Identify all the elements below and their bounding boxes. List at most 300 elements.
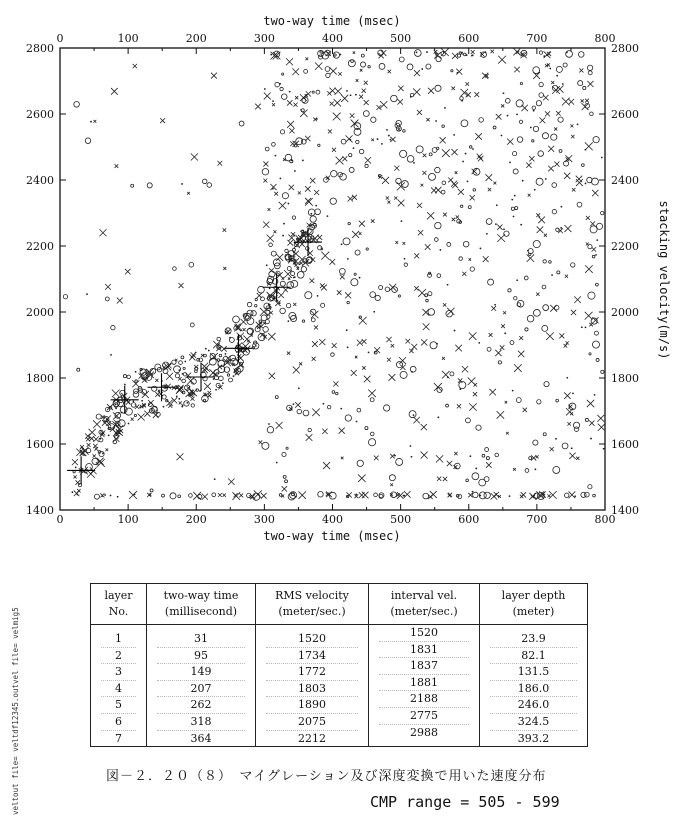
- semblance-circle: [86, 448, 90, 452]
- axis-ticks: [26, 32, 639, 526]
- semblance-circle: [539, 93, 544, 98]
- semblance-cross: [287, 100, 292, 105]
- semblance-circle: [326, 73, 330, 77]
- semblance-circle: [396, 458, 403, 465]
- semblance-dot: [584, 149, 586, 151]
- y-tick-label-right: 2200: [611, 240, 639, 253]
- semblance-cross: [493, 182, 496, 185]
- semblance-cross: [475, 133, 482, 140]
- semblance-cross: [387, 358, 391, 362]
- semblance-circle: [592, 341, 599, 348]
- semblance-dot: [141, 400, 143, 402]
- semblance-cross: [380, 101, 387, 108]
- semblance-circle: [363, 111, 369, 117]
- semblance-circle: [470, 267, 474, 271]
- semblance-dot: [549, 68, 551, 70]
- semblance-circle: [385, 287, 390, 292]
- semblance-cross: [352, 195, 357, 200]
- semblance-circle: [365, 164, 368, 167]
- twt-cell: 95: [157, 648, 245, 665]
- semblance-cross: [93, 420, 101, 428]
- semblance-circle: [327, 405, 331, 409]
- y-tick-label-left: 2400: [26, 174, 54, 187]
- semblance-circle: [262, 442, 269, 449]
- semblance-circle: [552, 85, 557, 90]
- semblance-circle: [315, 209, 321, 215]
- semblance-circle: [515, 206, 518, 209]
- depth-cell: 324.5: [490, 714, 577, 731]
- semblance-circle: [189, 262, 194, 267]
- scatter-points: [63, 48, 605, 500]
- semblance-circle: [399, 57, 404, 62]
- semblance-circle: [549, 261, 552, 264]
- semblance-circle: [479, 118, 484, 123]
- semblance-cross: [474, 92, 479, 97]
- semblance-cross: [423, 153, 427, 157]
- semblance-circle: [429, 153, 432, 156]
- semblance-circle: [225, 328, 231, 334]
- semblance-cross: [488, 188, 491, 191]
- semblance-dot: [416, 51, 418, 53]
- semblance-circle: [577, 202, 582, 207]
- header-layer-depth: [480, 584, 588, 625]
- x-tick-label-bottom: 600: [458, 513, 480, 526]
- semblance-cross: [489, 333, 493, 337]
- semblance-circle: [430, 342, 437, 349]
- semblance-cross: [586, 216, 590, 220]
- semblance-dot: [475, 468, 477, 470]
- semblance-cross: [268, 333, 275, 340]
- semblance-dot: [327, 215, 329, 217]
- rms-cell: 1772: [266, 664, 358, 681]
- semblance-circle: [331, 353, 335, 357]
- semblance-cross: [447, 461, 452, 466]
- semblance-circle: [285, 480, 288, 483]
- semblance-circle: [190, 323, 194, 327]
- semblance-dot: [572, 392, 574, 394]
- semblance-cross: [241, 319, 247, 325]
- semblance-circle: [582, 164, 585, 167]
- semblance-cross: [269, 373, 275, 379]
- semblance-circle: [593, 494, 596, 497]
- semblance-cross: [237, 354, 241, 358]
- semblance-cross: [278, 292, 284, 298]
- semblance-cross: [272, 103, 275, 106]
- semblance-dot: [208, 350, 210, 352]
- semblance-dot: [462, 161, 464, 163]
- semblance-dot: [530, 127, 532, 129]
- semblance-cross: [342, 156, 347, 161]
- semblance-circle: [407, 156, 414, 163]
- semblance-dot: [110, 354, 112, 356]
- x-tick-label-bottom: 300: [253, 513, 275, 526]
- semblance-cross: [443, 303, 446, 306]
- cmp-range: CMP range = 505 - 599: [370, 793, 560, 811]
- semblance-cross: [228, 478, 234, 484]
- semblance-cross: [298, 191, 301, 194]
- semblance-dot: [551, 274, 553, 276]
- semblance-circle: [486, 219, 492, 225]
- semblance-dot: [276, 462, 278, 464]
- semblance-cross: [189, 354, 195, 360]
- semblance-dot: [181, 406, 183, 408]
- semblance-cross: [211, 73, 217, 79]
- semblance-dot: [359, 277, 361, 279]
- semblance-cross: [178, 283, 183, 288]
- semblance-cross: [295, 96, 298, 99]
- semblance-cross: [411, 344, 417, 350]
- semblance-circle: [396, 126, 401, 131]
- semblance-cross: [286, 58, 293, 65]
- semblance-dot: [86, 293, 88, 295]
- semblance-cross: [548, 146, 554, 152]
- semblance-circle: [162, 395, 166, 399]
- semblance-dot: [435, 120, 437, 122]
- semblance-dot: [269, 304, 271, 306]
- semblance-cross: [388, 70, 391, 73]
- semblance-circle: [135, 380, 137, 382]
- semblance-circle: [596, 358, 599, 361]
- semblance-cross: [223, 228, 227, 232]
- semblance-cross: [589, 323, 593, 327]
- semblance-circle: [410, 366, 416, 372]
- semblance-cross: [486, 462, 492, 468]
- semblance-dot: [84, 451, 86, 453]
- semblance-circle: [473, 492, 478, 497]
- semblance-circle: [562, 443, 568, 449]
- semblance-dot: [545, 178, 547, 180]
- semblance-cross: [72, 459, 78, 465]
- semblance-cross: [546, 332, 554, 340]
- semblance-cross: [423, 323, 430, 330]
- semblance-cross: [312, 357, 316, 361]
- semblance-cross: [468, 493, 473, 498]
- semblance-cross: [554, 162, 559, 167]
- semblance-circle: [416, 146, 423, 153]
- semblance-cross: [548, 166, 554, 172]
- semblance-cross: [338, 72, 341, 75]
- semblance-circle: [414, 50, 421, 57]
- semblance-cross: [501, 324, 505, 328]
- semblance-cross: [276, 422, 283, 429]
- semblance-cross: [570, 124, 573, 127]
- semblance-cross: [405, 339, 410, 344]
- semblance-circle: [472, 473, 479, 480]
- semblance-cross: [590, 221, 595, 226]
- semblance-circle: [336, 392, 338, 394]
- semblance-circle: [435, 167, 440, 172]
- semblance-dot: [77, 494, 79, 496]
- semblance-circle: [520, 82, 522, 84]
- header-depth-line2: (meter): [512, 605, 555, 618]
- semblance-cross: [356, 79, 359, 82]
- semblance-cross: [255, 104, 261, 110]
- semblance-dot: [118, 432, 120, 434]
- semblance-circle: [370, 432, 374, 436]
- semblance-cross: [395, 241, 398, 244]
- col-rms-velocity: [256, 625, 369, 747]
- semblance-circle: [341, 139, 346, 144]
- semblance-circle: [542, 285, 546, 289]
- semblance-circle: [357, 460, 363, 466]
- semblance-cross: [345, 135, 352, 142]
- semblance-circle: [282, 452, 286, 456]
- semblance-dot: [181, 183, 183, 185]
- semblance-dot: [302, 160, 304, 162]
- semblance-cross: [305, 186, 310, 191]
- semblance-dot: [99, 438, 101, 440]
- semblance-cross: [422, 171, 426, 175]
- depth-cell: 131.5: [490, 664, 577, 681]
- semblance-dot: [110, 495, 112, 497]
- semblance-circle: [447, 242, 451, 246]
- depth-cell: 246.0: [490, 697, 577, 714]
- semblance-dot: [560, 227, 562, 229]
- semblance-circle: [349, 167, 354, 172]
- semblance-circle: [183, 367, 185, 369]
- semblance-cross: [483, 256, 489, 262]
- semblance-cross: [489, 389, 496, 396]
- layer-no-cell: 3: [101, 664, 136, 681]
- y-axis-title: stacking velocity(m/s): [657, 200, 671, 360]
- semblance-circle: [589, 353, 591, 355]
- semblance-dot: [507, 115, 509, 117]
- semblance-cross: [413, 417, 420, 424]
- semblance-dot: [215, 389, 217, 391]
- semblance-circle: [357, 408, 361, 412]
- semblance-cross: [391, 344, 394, 347]
- semblance-circle: [217, 337, 221, 341]
- semblance-cross: [550, 305, 557, 312]
- semblance-circle: [262, 168, 269, 175]
- semblance-cross: [436, 455, 443, 462]
- semblance-cross: [117, 298, 123, 304]
- semblance-dot: [566, 377, 568, 379]
- semblance-circle: [525, 328, 528, 331]
- semblance-dot: [437, 416, 439, 418]
- depth-cell: 186.0: [490, 681, 577, 698]
- semblance-cross: [312, 341, 318, 347]
- semblance-dot: [527, 250, 529, 252]
- semblance-circle: [539, 51, 542, 54]
- semblance-cross: [382, 177, 389, 184]
- semblance-cross: [166, 384, 171, 389]
- semblance-circle: [396, 178, 401, 183]
- semblance-circle: [134, 414, 136, 416]
- semblance-circle: [301, 267, 306, 272]
- semblance-cross: [217, 161, 222, 166]
- semblance-cross: [461, 89, 469, 97]
- semblance-cross: [571, 310, 576, 315]
- semblance-circle: [396, 362, 402, 368]
- x-tick-label-top: 0: [56, 32, 64, 45]
- semblance-cross: [425, 244, 431, 250]
- semblance-cross: [418, 230, 423, 235]
- semblance-cross: [89, 429, 96, 436]
- semblance-circle: [533, 440, 538, 445]
- semblance-dot: [373, 311, 375, 313]
- semblance-cross: [126, 400, 131, 405]
- semblance-circle: [513, 169, 518, 174]
- semblance-cross: [505, 401, 507, 403]
- semblance-cross: [340, 275, 345, 280]
- semblance-cross: [351, 370, 357, 376]
- semblance-dot: [133, 400, 135, 402]
- semblance-circle: [96, 414, 101, 419]
- header-layer-line1: layer: [104, 589, 133, 602]
- semblance-circle: [175, 374, 179, 378]
- semblance-dot: [264, 88, 266, 90]
- rms-cell: 1734: [266, 648, 358, 665]
- semblance-dot: [585, 183, 587, 185]
- semblance-cross: [491, 493, 498, 500]
- semblance-cross: [282, 486, 287, 491]
- semblance-cross: [93, 120, 96, 123]
- semblance-dot: [411, 456, 413, 458]
- semblance-cross: [598, 424, 605, 431]
- semblance-circle: [437, 274, 441, 278]
- int-vel-cell: 1837: [379, 658, 469, 675]
- semblance-cross: [462, 272, 466, 276]
- semblance-cross: [564, 225, 571, 232]
- semblance-circle: [266, 310, 270, 314]
- semblance-cross: [536, 213, 540, 217]
- semblance-circle: [432, 148, 437, 153]
- semblance-dot: [390, 139, 392, 141]
- semblance-circle: [485, 448, 489, 452]
- semblance-dot: [268, 423, 270, 425]
- semblance-dot: [279, 177, 281, 179]
- semblance-dot: [186, 402, 188, 404]
- semblance-circle: [312, 91, 314, 93]
- semblance-circle: [379, 286, 383, 290]
- semblance-circle: [310, 216, 316, 222]
- semblance-circle: [349, 153, 352, 156]
- semblance-cross: [357, 340, 363, 346]
- semblance-dot: [282, 235, 284, 237]
- semblance-cross: [365, 157, 371, 163]
- semblance-cross: [442, 371, 450, 379]
- semblance-circle: [403, 130, 406, 133]
- semblance-cross: [191, 153, 198, 160]
- semblance-dot: [270, 54, 272, 56]
- semblance-cross: [368, 390, 376, 398]
- semblance-dot: [466, 54, 468, 56]
- semblance-dot: [479, 495, 481, 497]
- semblance-dot: [516, 279, 518, 281]
- semblance-circle: [524, 276, 528, 280]
- semblance-circle: [590, 112, 594, 116]
- semblance-dot: [283, 223, 285, 225]
- semblance-cross: [443, 477, 447, 481]
- semblance-circle: [331, 170, 337, 176]
- semblance-circle: [113, 400, 120, 407]
- semblance-dot: [297, 266, 299, 268]
- semblance-cross: [529, 156, 534, 161]
- semblance-cross: [514, 67, 519, 72]
- semblance-dot: [472, 54, 474, 56]
- layer-table-body: [91, 625, 588, 747]
- semblance-cross: [581, 99, 584, 102]
- semblance-dot: [472, 491, 474, 493]
- semblance-circle: [127, 375, 131, 379]
- semblance-dot: [585, 327, 587, 329]
- semblance-cross: [469, 403, 476, 410]
- semblance-cross: [564, 344, 568, 348]
- side-file-note: [8, 600, 22, 820]
- semblance-dot: [516, 113, 518, 115]
- semblance-cross: [263, 221, 269, 227]
- semblance-cross: [133, 64, 137, 68]
- semblance-circle: [517, 137, 523, 143]
- semblance-cross: [243, 328, 246, 331]
- semblance-cross: [364, 376, 371, 383]
- semblance-circle: [454, 463, 460, 469]
- x-tick-label-top: 100: [117, 32, 139, 45]
- semblance-dot: [501, 135, 503, 137]
- semblance-circle: [564, 493, 568, 497]
- header-int-line1: interval vel.: [390, 589, 458, 602]
- semblance-cross: [314, 325, 318, 329]
- semblance-cross: [348, 196, 353, 201]
- semblance-circle: [553, 466, 560, 473]
- semblance-circle: [463, 241, 469, 247]
- int-vel-cell: 2988: [410, 725, 438, 739]
- semblance-circle: [434, 238, 438, 242]
- header-twt-line1: two-way time: [163, 589, 239, 602]
- semblance-circle: [484, 492, 490, 498]
- semblance-circle: [525, 469, 529, 473]
- semblance-circle: [593, 136, 599, 142]
- semblance-dot: [163, 406, 165, 408]
- y-tick-label-right: 1600: [611, 438, 639, 451]
- semblance-circle: [285, 154, 292, 161]
- semblance-circle: [370, 398, 374, 402]
- semblance-cross: [359, 95, 363, 99]
- semblance-cross: [498, 56, 506, 64]
- semblance-circle: [538, 151, 544, 157]
- semblance-circle: [511, 207, 514, 210]
- semblance-circle: [297, 271, 304, 278]
- x-tick-label-top: 600: [458, 32, 480, 45]
- semblance-circle: [469, 146, 471, 148]
- semblance-cross: [421, 184, 424, 187]
- semblance-circle: [536, 178, 543, 185]
- semblance-cross: [310, 178, 315, 183]
- semblance-circle: [212, 493, 216, 497]
- semblance-cross: [387, 201, 390, 204]
- semblance-cross: [113, 412, 120, 419]
- semblance-cross: [456, 69, 462, 75]
- semblance-circle: [318, 144, 320, 146]
- semblance-cross: [519, 336, 523, 340]
- semblance-cross: [469, 332, 477, 340]
- semblance-circle: [359, 149, 363, 153]
- semblance-dot: [561, 206, 563, 208]
- semblance-cross: [208, 391, 212, 395]
- y-tick-label-left: 1800: [26, 372, 54, 385]
- semblance-circle: [510, 341, 514, 345]
- semblance-circle: [308, 428, 311, 431]
- semblance-circle: [291, 271, 295, 275]
- semblance-cross: [579, 68, 583, 72]
- layer-no-cell: 7: [115, 731, 122, 745]
- semblance-circle: [588, 485, 592, 489]
- semblance-cross: [204, 383, 211, 390]
- semblance-cross: [421, 452, 428, 459]
- semblance-circle: [588, 245, 592, 249]
- semblance-circle: [587, 65, 592, 70]
